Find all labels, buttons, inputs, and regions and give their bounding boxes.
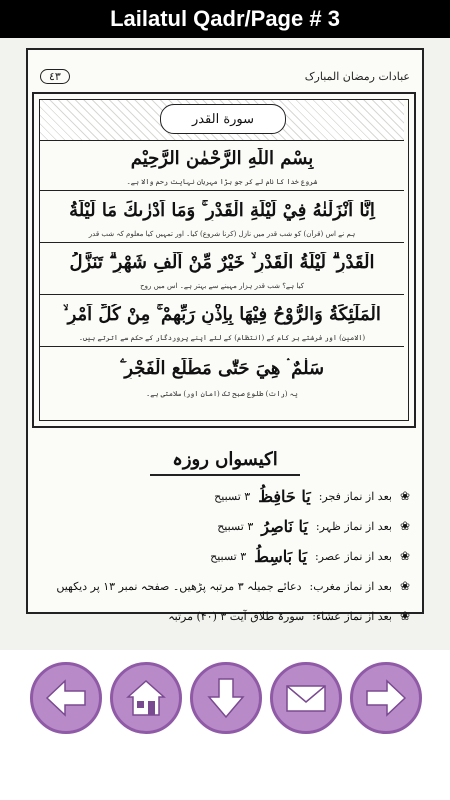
flower-bullet-icon: ❀ xyxy=(399,519,410,533)
divider xyxy=(40,294,404,295)
back-button[interactable] xyxy=(30,662,102,734)
prayer-label: بعد از نماز ظہر: xyxy=(315,519,392,533)
schedule-row xyxy=(40,484,410,508)
instruction-text: سورۃ طلاق آیت ۳ (۴۰) مرتبہ xyxy=(168,609,305,623)
divider xyxy=(40,346,404,347)
flower-bullet-icon: ❀ xyxy=(399,609,410,623)
verse-3-translation: (الامین) اور فرشتے ہر کام کے (انتظام) کے لئے اپنے پروردگار کے حکم سے اترتے ہیں۔ xyxy=(78,334,366,342)
schedule-row xyxy=(40,514,410,538)
prayer-label: بعد از نماز عشاء: xyxy=(312,609,392,623)
verse-2-translation: کیا ہے؟ شب قدر ہزار مہینے سے بہتر ہے۔ اس میں روح xyxy=(140,282,304,290)
download-button[interactable] xyxy=(190,662,262,734)
verse-4-translation: یہ (رات) طلوع صبح تک (امان اور) سلامتی ہے۔ xyxy=(146,390,298,398)
flower-bullet-icon: ❀ xyxy=(399,579,410,593)
arrow-down-icon xyxy=(203,675,249,721)
mail-button[interactable] xyxy=(270,662,342,734)
dua-text: یَا نَاصِرُ xyxy=(261,516,308,536)
bismillah: بِسْمِ اللّٰهِ الرَّحْمٰنِ الرَّحِيْمِ xyxy=(130,148,314,169)
next-button[interactable] xyxy=(350,662,422,734)
page-header xyxy=(40,65,410,87)
arrow-left-icon xyxy=(43,675,89,721)
flower-bullet-icon: ❀ xyxy=(399,489,410,503)
verse-2: الْقَدْرِ ۗ لَيْلَةُ الْقَدْرِ ۙ خَيْرٌ مِّنْ اَلْفِ شَهْرٍ ۗ تَنَزَّلُ xyxy=(69,252,375,273)
flower-bullet-icon: ❀ xyxy=(399,549,410,563)
divider xyxy=(40,190,404,191)
schedule-row xyxy=(40,574,410,598)
envelope-icon xyxy=(283,675,329,721)
home-button[interactable] xyxy=(110,662,182,734)
schedule-row xyxy=(40,544,410,568)
tasbih-count: ۳ تسبیح xyxy=(210,549,247,563)
verse-3: الْمَلٰٓئِكَةُ وَالرُّوْحُ فِيْهَا بِاِذْنِ رَبِّهِمْ ۚ مِنْ كُلِّ اَمْرٍ ۙ xyxy=(63,304,381,325)
dua-text: یَا حَافِظُ xyxy=(258,486,311,506)
surah-name: سورة القدر xyxy=(160,104,286,134)
bismillah-translation: شروع خدا کا نام لے کر جو بڑا مہربان نہایت رحم والا ہے۔ xyxy=(126,178,318,186)
verse-4: سَلٰمٌ ۛ هِيَ حَتّٰى مَطْلَعِ الْفَجْرِ ۧ xyxy=(119,358,325,379)
verse-1-translation: ہم نے اس (قرآن) کو شب قدر میں نازل (کرنا شروع) کیا۔ اور تمہیں کیا معلوم کہ شب قدر xyxy=(88,230,356,238)
schedule-row xyxy=(40,604,410,628)
verse-1: اِنَّا اَنْزَلْنٰهُ فِيْ لَيْلَةِ الْقَدْرِ ۚ وَمَا اَدْرٰىكَ مَا لَيْلَةُ xyxy=(69,200,375,221)
page-header-title: عبادات رمضان المبارک xyxy=(304,69,410,83)
home-icon xyxy=(123,675,169,721)
page-number: ٤٣ xyxy=(40,69,70,84)
app-title: Lailatul Qadr/Page # 3 xyxy=(110,6,340,31)
day-title: اکیسواں روزہ xyxy=(150,444,300,476)
divider xyxy=(40,242,404,243)
app-title-bar xyxy=(0,0,450,38)
arrow-right-icon xyxy=(363,675,409,721)
instruction-text: دعائے جمیلہ ۳ مرتبہ پڑھیں۔ صفحہ نمبر ۱۳ پر دیکھیں xyxy=(56,579,302,593)
prayer-label: بعد از نماز مغرب: xyxy=(309,579,392,593)
tasbih-count: ۳ تسبیح xyxy=(214,489,251,503)
prayer-label: بعد از نماز فجر: xyxy=(318,489,392,503)
tasbih-count: ۳ تسبیح xyxy=(217,519,254,533)
dua-text: یَا بَاسِطُ xyxy=(254,546,307,566)
prayer-label: بعد از نماز عصر: xyxy=(314,549,392,563)
